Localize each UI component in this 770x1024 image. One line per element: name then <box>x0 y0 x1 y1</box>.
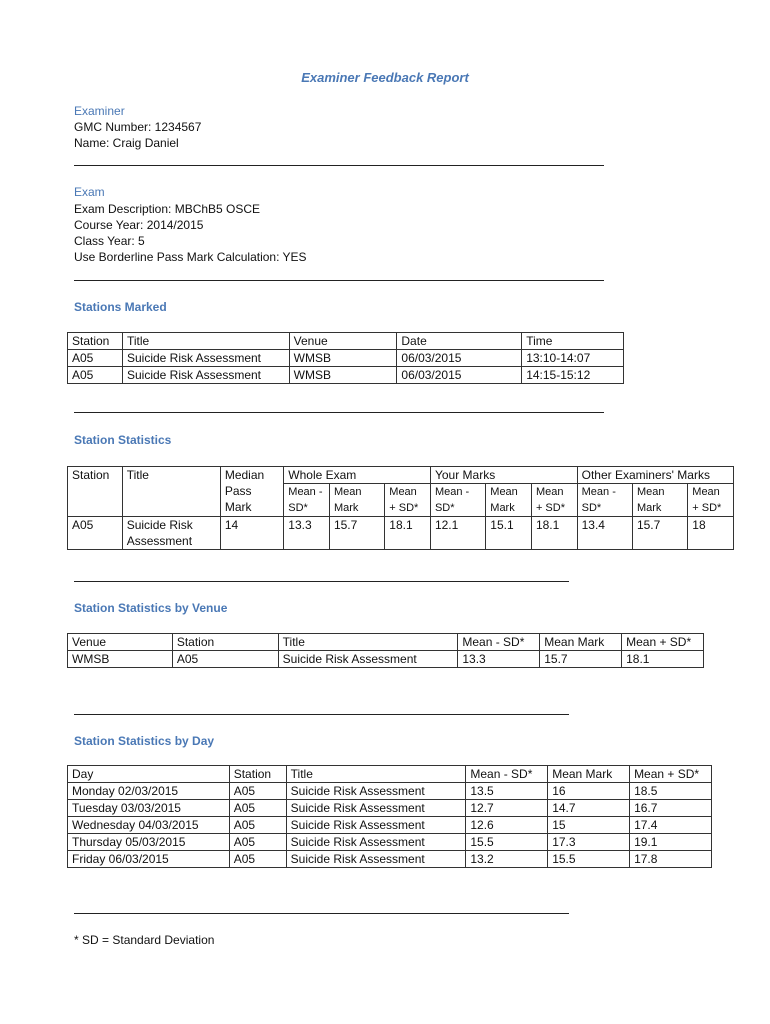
column-header: Mean + SD* <box>630 766 712 783</box>
divider <box>74 165 604 166</box>
by-venue-heading: Station Statistics by Venue <box>74 601 228 615</box>
table-header-row <box>68 634 704 651</box>
table-cell: 13.3 <box>284 517 330 550</box>
exam-heading: Exam <box>74 185 105 199</box>
table-cell: 18.5 <box>630 783 712 800</box>
column-header: Title <box>122 333 289 350</box>
divider <box>74 412 604 413</box>
table-row <box>68 651 704 668</box>
exam-description: Exam Description: MBChB5 OSCE <box>74 202 261 216</box>
table-cell: 17.3 <box>548 834 630 851</box>
table-row <box>68 517 734 550</box>
table-cell: Suicide Risk Assessment <box>286 800 466 817</box>
table-row <box>68 851 712 868</box>
table-row <box>68 783 712 800</box>
table-cell: WMSB <box>289 350 397 367</box>
table-cell: 13.3 <box>458 651 540 668</box>
station-statistics-table <box>67 466 734 550</box>
group-header-your-marks: Your Marks <box>430 467 577 484</box>
column-header: Station <box>68 333 123 350</box>
table-cell: 14.7 <box>548 800 630 817</box>
group-header-whole-exam: Whole Exam <box>284 467 431 484</box>
column-header: Mean Mark <box>540 634 622 651</box>
table-cell: A05 <box>229 800 286 817</box>
column-header: Day <box>68 766 230 783</box>
table-cell: A05 <box>172 651 278 668</box>
table-cell: Monday 02/03/2015 <box>68 783 230 800</box>
table-cell: 15.7 <box>540 651 622 668</box>
table-cell: 17.8 <box>630 851 712 868</box>
table-cell: Suicide Risk Assessment <box>286 834 466 851</box>
column-header: Mean - SD* <box>577 484 632 517</box>
divider <box>74 280 604 281</box>
table-cell: 12.1 <box>430 517 485 550</box>
table-cell: Suicide Risk Assessment <box>122 367 289 384</box>
column-header: Mean - SD* <box>458 634 540 651</box>
column-header: Mean + SD* <box>622 634 704 651</box>
class-year: Class Year: 5 <box>74 234 145 248</box>
table-cell: Suicide Risk Assessment <box>122 517 220 550</box>
table-cell: A05 <box>68 367 123 384</box>
table-cell: A05 <box>229 817 286 834</box>
table-header-row <box>68 766 712 783</box>
report-title: Examiner Feedback Report <box>301 70 469 85</box>
table-cell: 15.5 <box>466 834 548 851</box>
column-header: Mean - SD* <box>284 484 330 517</box>
column-header: Title <box>122 467 220 517</box>
table-cell: Suicide Risk Assessment <box>286 817 466 834</box>
table-row <box>68 800 712 817</box>
table-cell: Wednesday 04/03/2015 <box>68 817 230 834</box>
stations-marked-table <box>67 332 624 384</box>
table-header-row <box>68 333 624 350</box>
table-row <box>68 367 624 384</box>
table-cell: 18.1 <box>385 517 431 550</box>
table-cell: 13.2 <box>466 851 548 868</box>
table-cell: 15 <box>548 817 630 834</box>
table-cell: 19.1 <box>630 834 712 851</box>
station-statistics-heading: Station Statistics <box>74 433 172 447</box>
divider <box>74 714 569 715</box>
table-cell: 12.7 <box>466 800 548 817</box>
table-cell: 06/03/2015 <box>397 367 522 384</box>
table-cell: 18.1 <box>622 651 704 668</box>
column-header: Mean + SD* <box>385 484 431 517</box>
table-cell: A05 <box>229 851 286 868</box>
table-cell: 18 <box>688 517 734 550</box>
table-cell: Suicide Risk Assessment <box>286 851 466 868</box>
column-header: Title <box>278 634 458 651</box>
table-cell: A05 <box>68 350 123 367</box>
divider <box>74 581 569 582</box>
table-row <box>68 350 624 367</box>
table-cell: Friday 06/03/2015 <box>68 851 230 868</box>
table-cell: Tuesday 03/03/2015 <box>68 800 230 817</box>
column-header: Mean + SD* <box>688 484 734 517</box>
table-row <box>68 834 712 851</box>
column-header: Time <box>522 333 624 350</box>
table-cell: 12.6 <box>466 817 548 834</box>
table-cell: Suicide Risk Assessment <box>286 783 466 800</box>
table-cell: 14:15-15:12 <box>522 367 624 384</box>
column-header: Mean Mark <box>486 484 532 517</box>
column-header: Title <box>286 766 466 783</box>
table-row <box>68 817 712 834</box>
table-cell: 14 <box>220 517 283 550</box>
column-header: Mean + SD* <box>531 484 577 517</box>
by-day-heading: Station Statistics by Day <box>74 734 215 748</box>
column-header: Mean Mark <box>548 766 630 783</box>
table-cell: 06/03/2015 <box>397 350 522 367</box>
table-cell: 16.7 <box>630 800 712 817</box>
examiner-name: Name: Craig Daniel <box>74 136 179 150</box>
table-cell: 13.5 <box>466 783 548 800</box>
examiner-heading: Examiner <box>74 104 125 118</box>
column-header: Station <box>229 766 286 783</box>
column-header: Mean - SD* <box>430 484 485 517</box>
column-header: Venue <box>289 333 397 350</box>
table-cell: 17.4 <box>630 817 712 834</box>
column-header: Mean Mark <box>329 484 384 517</box>
table-cell: Suicide Risk Assessment <box>122 350 289 367</box>
stations-marked-heading: Stations Marked <box>74 300 167 314</box>
column-header: Station <box>68 467 123 517</box>
table-cell: A05 <box>229 834 286 851</box>
table-cell: 16 <box>548 783 630 800</box>
column-header: Mean - SD* <box>466 766 548 783</box>
footnote: * SD = Standard Deviation <box>74 933 215 947</box>
table-cell: 15.7 <box>329 517 384 550</box>
table-cell: A05 <box>68 517 123 550</box>
by-venue-table <box>67 633 704 668</box>
gmc-number: GMC Number: 1234567 <box>74 120 202 134</box>
table-cell: A05 <box>229 783 286 800</box>
column-header: Venue <box>68 634 173 651</box>
group-header-other-examiners: Other Examiners' Marks <box>577 467 733 484</box>
column-header: Date <box>397 333 522 350</box>
table-cell: 15.5 <box>548 851 630 868</box>
table-cell: WMSB <box>289 367 397 384</box>
table-cell: WMSB <box>68 651 173 668</box>
divider <box>74 913 569 914</box>
table-cell: 13.4 <box>577 517 632 550</box>
by-day-table <box>67 765 712 868</box>
table-cell: 15.1 <box>486 517 532 550</box>
table-cell: 15.7 <box>632 517 687 550</box>
table-cell: Thursday 05/03/2015 <box>68 834 230 851</box>
column-header: Mean Mark <box>632 484 687 517</box>
table-header-row <box>68 467 734 484</box>
course-year: Course Year: 2014/2015 <box>74 218 204 232</box>
column-header: Station <box>172 634 278 651</box>
column-header: Median Pass Mark <box>220 467 283 517</box>
table-cell: 13:10-14:07 <box>522 350 624 367</box>
borderline-setting: Use Borderline Pass Mark Calculation: YES <box>74 250 307 264</box>
table-cell: 18.1 <box>531 517 577 550</box>
table-cell: Suicide Risk Assessment <box>278 651 458 668</box>
